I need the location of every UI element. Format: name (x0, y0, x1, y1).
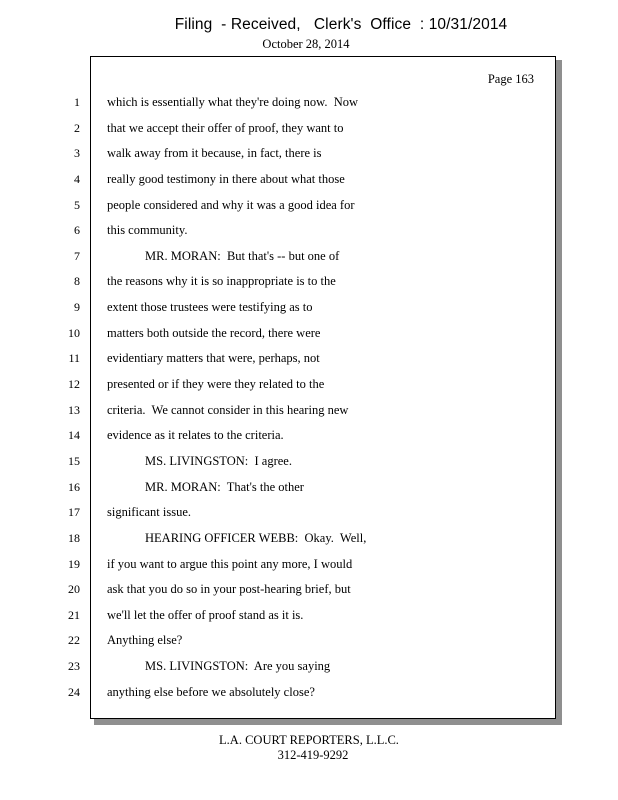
transcript-line: evidentiary matters that were, perhaps, not (107, 351, 320, 366)
transcript-text (107, 93, 547, 708)
transcript-line: we'll let the offer of proof stand as it is. (107, 607, 304, 622)
reporter-company: L.A. COURT REPORTERS, L.L.C. (219, 733, 399, 747)
transcript-line: significant issue. (107, 505, 192, 520)
line-number: 22 (68, 633, 80, 648)
line-number: 18 (68, 530, 80, 545)
transcript-line: which is essentially what they're doing now. Now (107, 95, 359, 109)
footer (0, 733, 618, 763)
line-number: 15 (68, 453, 80, 468)
line-number: 23 (68, 659, 80, 674)
transcript-line: walk away from it because, in fact, there is (107, 146, 322, 161)
line-number: 24 (68, 684, 80, 699)
line-number: 12 (68, 377, 80, 392)
line-number: 21 (68, 607, 80, 622)
transcript-line: really good testimony in there about what those (107, 171, 345, 186)
transcript-line: MR. MORAN: But that's -- but one of (145, 248, 340, 263)
transcript-line: MS. LIVINGSTON: Are you saying (145, 659, 331, 674)
transcript-line: presented or if they were they related to the (107, 377, 325, 392)
transcript-line: MR. MORAN: That's the other (145, 479, 304, 494)
transcript-line: criteria. We cannot consider in this hearing new (107, 402, 349, 417)
page-number: Page 163 (487, 72, 534, 86)
line-number: 14 (68, 428, 80, 443)
transcript-line: MS. LIVINGSTON: I agree. (145, 453, 292, 468)
line-number: 5 (74, 197, 80, 212)
line-number-column (55, 93, 80, 708)
hearing-date: October 28, 2014 (262, 37, 350, 51)
line-number: 9 (74, 300, 80, 315)
line-number: 6 (74, 223, 80, 238)
transcript-line: matters both outside the record, there were (107, 325, 321, 340)
transcript-line: if you want to argue this point any more, I would (107, 556, 353, 571)
transcript-line: the reasons why it is so inappropriate is to the (107, 274, 336, 289)
transcript-line: that we accept their offer of proof, they want to (107, 120, 344, 135)
line-number: 3 (74, 146, 80, 161)
line-number: 4 (74, 171, 80, 186)
transcript-line: ask that you do so in your post-hearing brief, but (107, 582, 351, 597)
line-number: 2 (74, 120, 80, 135)
line-number: 16 (68, 479, 80, 494)
line-number: 13 (68, 402, 80, 417)
line-number: 20 (68, 582, 80, 597)
line-number: 19 (68, 556, 80, 571)
transcript-line: extent those trustees were testifying as to (107, 300, 313, 315)
filing-stamp: Filing - Received, Clerk's Office : 10/31/2014 (174, 16, 508, 33)
line-number: 8 (74, 274, 80, 289)
transcript-line: anything else before we absolutely close? (107, 684, 315, 699)
line-number: 7 (74, 248, 80, 263)
line-number: 10 (68, 325, 80, 340)
line-number: 11 (68, 351, 80, 366)
reporter-phone: 312-419-9292 (277, 748, 349, 762)
line-number: 17 (68, 505, 80, 520)
transcript-line: this community. (107, 223, 188, 238)
transcript-line: Anything else? (107, 633, 183, 648)
line-number: 1 (74, 95, 80, 109)
transcript-line: people considered and why it was a good idea for (107, 197, 355, 212)
transcript-line: evidence as it relates to the criteria. (107, 428, 284, 443)
transcript-line: HEARING OFFICER WEBB: Okay. Well, (145, 530, 367, 545)
